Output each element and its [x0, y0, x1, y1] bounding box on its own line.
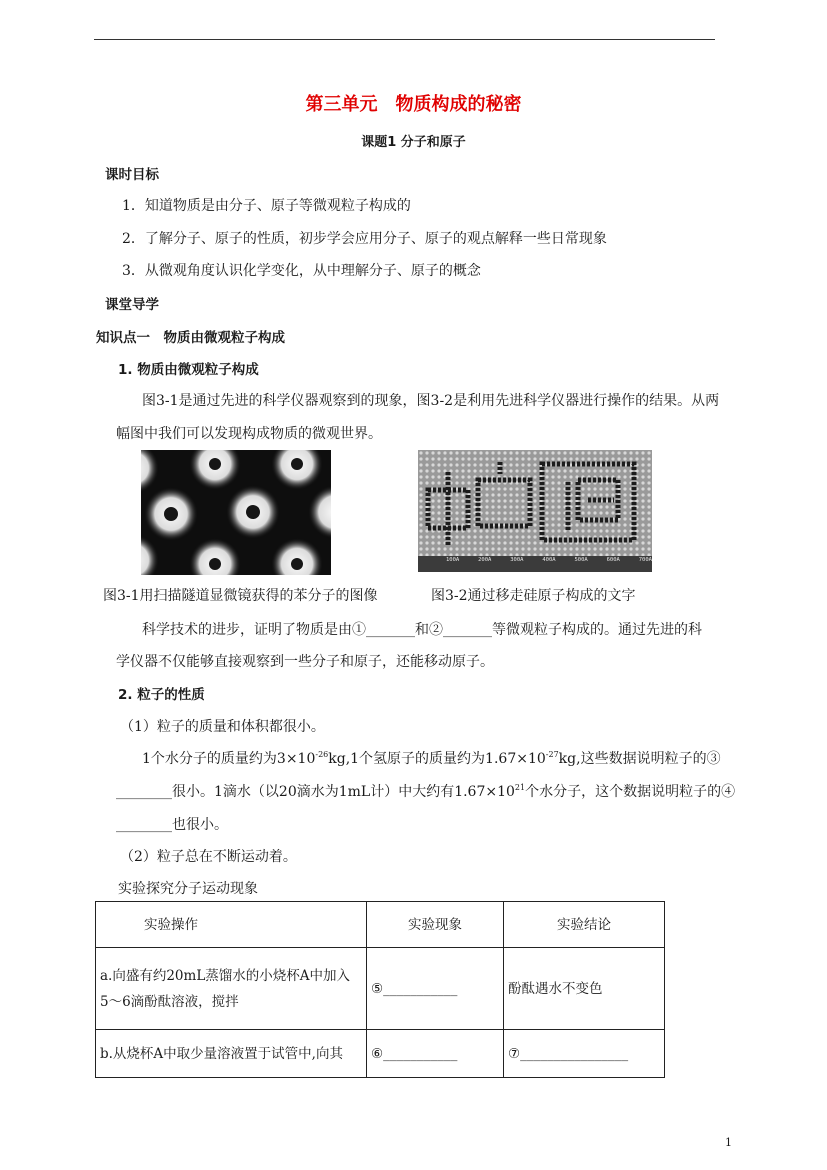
- scale-label: 300A: [510, 557, 524, 563]
- table-row: [96, 1030, 665, 1078]
- lesson-subtitle: 课题1 分子和原子: [361, 135, 466, 150]
- scale-label: 100A: [446, 557, 460, 563]
- phenomenon-blank: ⑤___________: [367, 948, 504, 1030]
- silicon-atom-text-image: [418, 450, 652, 572]
- scale-label: 700A: [638, 557, 652, 563]
- exponent: -26: [315, 750, 329, 759]
- paragraph-line: ________也很小。: [116, 817, 228, 833]
- paragraph-line: 学仪器不仅能够直接观察到一些分子和原子，还能移动原子。: [116, 654, 494, 670]
- table-header-row: [96, 902, 665, 948]
- page-title: 第三单元 物质构成的秘密: [305, 94, 522, 115]
- paragraph-line: 图3-1是通过先进的科学仪器观察到的现象，图3-2是利用先进科学仪器进行操作的结果。从两: [142, 393, 720, 409]
- operation-text: a.向盛有约20mL蒸馏水的小烧杯A中加入: [100, 967, 351, 984]
- scale-bar-labels: [446, 557, 652, 563]
- objective-item: 1．知道物质是由分子、原子等微观粒子构成的: [122, 198, 411, 214]
- figure-caption: 图3-1用扫描隧道显微镜获得的苯分子的图像: [103, 588, 378, 604]
- scale-label: 500A: [574, 557, 588, 563]
- table-header: 实验操作: [96, 902, 367, 948]
- knowledge-point-heading: 知识点一 物质由微观粒子构成: [96, 330, 285, 346]
- paragraph-line: 科学技术的进步，证明了物质是由①_______和②_______等微观粒子构成的。通过先进的科: [142, 622, 702, 638]
- conclusion-blank: ⑦________________: [504, 1030, 665, 1078]
- experiment-title: 实验探究分子运动现象: [118, 881, 258, 897]
- table-header: 实验现象: [367, 902, 504, 948]
- property-item: （1）粒子的质量和体积都很小。: [120, 719, 325, 735]
- scale-label: 400A: [542, 557, 556, 563]
- text-segment: 个水分子，这个数据说明粒子的④: [525, 784, 736, 800]
- benzene-stm-image: [141, 450, 331, 575]
- page-number: 1: [725, 1136, 732, 1149]
- text-segment: ________很小。1滴水（以20滴水为1mL计）中大约有1.67×10: [116, 784, 515, 800]
- paragraph-line: 幅图中我们可以发现构成物质的微观世界。: [116, 426, 382, 442]
- scale-label: 600A: [606, 557, 620, 563]
- exponent: 21: [514, 783, 526, 792]
- phenomenon-blank: ⑥___________: [367, 1030, 504, 1078]
- volume-data-line: [116, 781, 735, 801]
- objective-item: 3．从微观角度认识化学变化，从中理解分子、原子的概念: [122, 263, 481, 279]
- mass-data-line: [142, 748, 721, 768]
- figure-caption: 图3-2通过移走硅原子构成的文字: [431, 588, 636, 604]
- objectives-heading: 课时目标: [105, 167, 159, 183]
- objective-item: 2．了解分子、原子的性质，初步学会应用分子、原子的观点解释一些日常现象: [122, 231, 607, 247]
- table-cell: 酚酞遇水不变色: [504, 948, 665, 1030]
- exponent: -27: [545, 750, 559, 759]
- table-row: [96, 948, 665, 1030]
- text-segment: 1个水分子的质量约为3×10: [142, 751, 316, 767]
- table-header: 实验结论: [504, 902, 665, 948]
- operation-text: 5～6滴酚酞溶液，搅拌: [100, 993, 239, 1010]
- text-segment: kg,1个氢原子的质量约为1.67×10: [328, 751, 546, 767]
- section-heading: 1. 物质由微观粒子构成: [118, 362, 259, 378]
- operation-text: b.从烧杯A中取少量溶液置于试管中,向其: [100, 1045, 343, 1062]
- text-segment: kg,这些数据说明粒子的③: [558, 751, 721, 767]
- table-cell: [96, 1030, 367, 1078]
- experiment-table: [95, 901, 665, 1078]
- section-heading: 2. 粒子的性质: [118, 687, 205, 703]
- table-cell: [96, 948, 367, 1030]
- scale-label: 200A: [478, 557, 492, 563]
- header-rule: [94, 39, 715, 40]
- property-item: （2）粒子总在不断运动着。: [120, 849, 297, 865]
- guide-heading: 课堂导学: [105, 297, 159, 313]
